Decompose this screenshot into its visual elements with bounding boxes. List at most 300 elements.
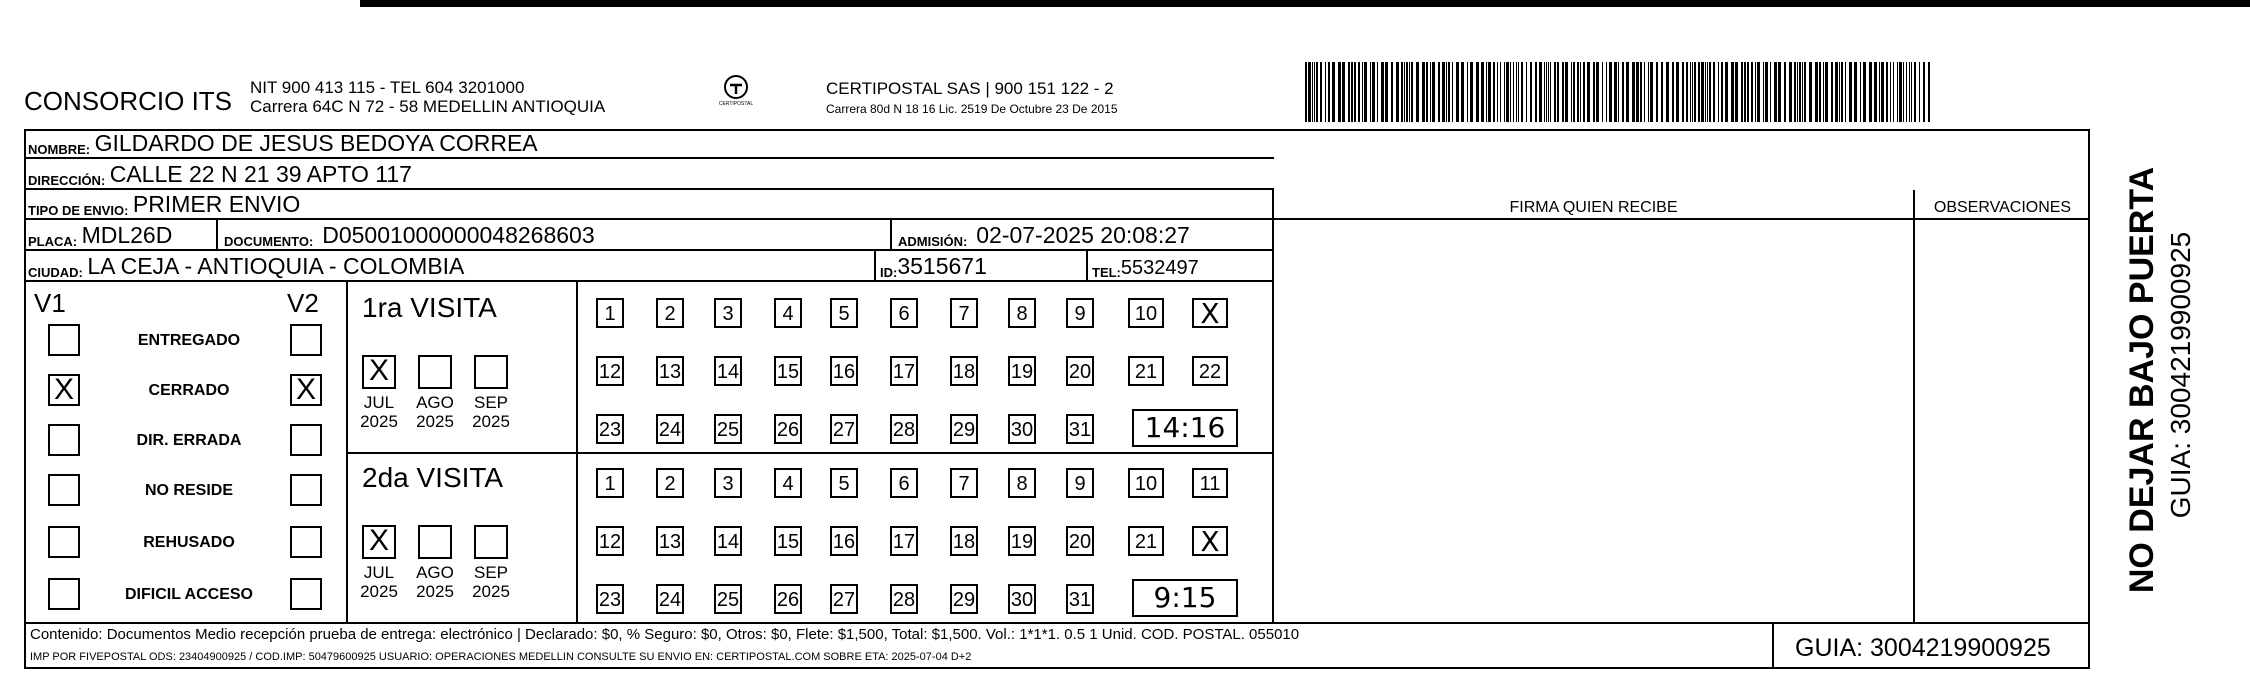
day-box[interactable]: 7 xyxy=(950,298,978,328)
barcode-bar xyxy=(1539,62,1542,122)
barcode-bar xyxy=(1815,62,1818,122)
barcode-bar xyxy=(1426,62,1428,122)
status-label: CERRADO xyxy=(148,382,230,399)
barcode-bar xyxy=(1467,62,1468,122)
status-v2-checkbox[interactable] xyxy=(290,324,322,356)
month-checkbox[interactable] xyxy=(418,525,452,559)
day-box[interactable]: 25 xyxy=(714,584,742,614)
barcode-bar xyxy=(1391,62,1393,122)
plate-divider xyxy=(216,220,218,251)
barcode-bar xyxy=(1338,62,1341,122)
status-label: DIR. ERRADA xyxy=(136,432,242,449)
barcode-bar xyxy=(1874,62,1877,122)
barcode-bar xyxy=(1506,62,1509,122)
barcode-bar xyxy=(1692,62,1693,122)
day-box[interactable]: 1 xyxy=(596,298,624,328)
barcode-bar xyxy=(1644,62,1645,122)
status-v2-checkbox[interactable] xyxy=(290,424,322,456)
barcode-bar xyxy=(1831,62,1833,122)
barcode-bar xyxy=(1409,62,1410,122)
v2-label: V2 xyxy=(287,288,319,318)
barcode-bar xyxy=(1618,62,1619,122)
barcode-bar xyxy=(1404,62,1405,122)
visit-time[interactable]: 9:15 xyxy=(1132,579,1238,617)
barcode-bar xyxy=(1354,62,1356,122)
barcode-bar xyxy=(1316,62,1318,122)
barcode-bar xyxy=(1406,62,1408,122)
day-box[interactable]: 30 xyxy=(1008,584,1036,614)
barcode-bar xyxy=(1763,62,1764,122)
barcode-bar xyxy=(1744,62,1746,122)
barcode-bar xyxy=(1609,62,1612,122)
visit-time[interactable]: 14:16 xyxy=(1132,409,1238,447)
barcode-bar xyxy=(1583,62,1585,122)
day-box[interactable]: 13 xyxy=(656,356,684,386)
barcode-bar xyxy=(1573,62,1575,122)
barcode-bar xyxy=(1845,62,1846,122)
observations-header: OBSERVACIONES xyxy=(1933,199,2072,216)
barcode-bar xyxy=(1476,62,1479,122)
barcode-bar xyxy=(1879,62,1880,122)
tel-label: TEL: xyxy=(1092,265,1121,280)
day-box[interactable]: 29 xyxy=(950,414,978,444)
day-box[interactable]: 30 xyxy=(1008,414,1036,444)
barcode-bar xyxy=(1481,62,1484,122)
month-label: JUL xyxy=(363,563,395,582)
recipient-address: CALLE 22 N 21 39 APTO 117 xyxy=(109,161,412,187)
row-address xyxy=(24,159,1274,190)
barcode-bar xyxy=(1577,62,1579,122)
status-v2-checkbox[interactable] xyxy=(290,474,322,506)
carrier-name: CERTIPOSTAL SAS | 900 151 122 - 2 xyxy=(826,79,1114,98)
top-border xyxy=(360,0,2250,7)
barcode-bar xyxy=(1486,62,1487,122)
month-checkbox[interactable] xyxy=(418,355,452,389)
day-box[interactable]: 22 xyxy=(1192,356,1228,386)
year-label: 2025 xyxy=(416,582,454,601)
barcode-bar xyxy=(1648,62,1649,122)
year-label: 2025 xyxy=(360,582,398,601)
day-box[interactable]: 16 xyxy=(830,526,858,556)
barcode-bar xyxy=(1396,62,1399,122)
barcode-bar xyxy=(1705,62,1706,122)
barcode-bar xyxy=(1860,62,1861,122)
barcode-bar xyxy=(1802,62,1803,122)
barcode-bar xyxy=(1580,62,1581,122)
day-box[interactable]: 5 xyxy=(830,298,858,328)
barcode-bar xyxy=(1909,62,1910,122)
city: LA CEJA - ANTIOQUIA - COLOMBIA xyxy=(87,253,465,279)
barcode-bar xyxy=(1694,62,1696,122)
barcode-bar xyxy=(1548,62,1549,122)
month-checkbox[interactable]: X xyxy=(362,355,396,389)
year-label: 2025 xyxy=(472,582,510,601)
barcode-bar xyxy=(1650,62,1653,122)
status-v2-checkbox[interactable] xyxy=(290,526,322,558)
barcode-bar xyxy=(1709,62,1711,122)
barcode xyxy=(1305,62,1935,122)
month-label: SEP xyxy=(473,393,509,412)
month-checkbox[interactable] xyxy=(474,355,508,389)
day-box[interactable]: 15 xyxy=(774,356,802,386)
barcode-bar xyxy=(1332,62,1335,122)
barcode-bar xyxy=(1513,62,1514,122)
barcode-bar xyxy=(1401,62,1403,122)
visit-separator xyxy=(346,452,1272,454)
visit-title: 1ra VISITA xyxy=(362,292,497,323)
barcode-bar xyxy=(1557,62,1559,122)
day-box[interactable]: 10 xyxy=(1128,298,1164,328)
barcode-bar xyxy=(1488,62,1491,122)
barcode-bar xyxy=(1314,62,1315,122)
day-box[interactable]: 3 xyxy=(714,298,742,328)
day-box[interactable]: 5 xyxy=(830,468,858,498)
day-box[interactable]: 8 xyxy=(1008,468,1036,498)
barcode-bar xyxy=(1890,62,1891,122)
status-v1-checkbox[interactable]: X xyxy=(48,374,80,406)
barcode-bar xyxy=(1881,62,1884,122)
barcode-bar xyxy=(1919,62,1920,122)
day-box[interactable]: 7 xyxy=(950,468,978,498)
barcode-bar xyxy=(1362,62,1363,122)
day-box[interactable]: 3 xyxy=(714,468,742,498)
admission-label: ADMISIÓN: xyxy=(898,234,968,249)
day-box[interactable]: 17 xyxy=(890,526,918,556)
barcode-bar xyxy=(1698,62,1700,122)
barcode-bar xyxy=(1741,62,1743,122)
barcode-bar xyxy=(1312,62,1313,122)
day-box[interactable]: 6 xyxy=(890,298,918,328)
tel-value: 5532497 xyxy=(1120,257,1199,279)
plate-label: PLACA: xyxy=(28,234,78,249)
barcode-bar xyxy=(1500,62,1501,122)
barcode-bar xyxy=(1823,62,1824,122)
day-box[interactable]: 27 xyxy=(830,414,858,444)
day-box[interactable]: 20 xyxy=(1066,356,1094,386)
barcode-bar xyxy=(1521,62,1523,122)
barcode-bar xyxy=(1530,62,1532,122)
status-v1-checkbox[interactable] xyxy=(48,324,80,356)
barcode-bar xyxy=(1342,62,1345,122)
barcode-bar xyxy=(1554,62,1556,122)
barcode-bar xyxy=(1784,62,1786,122)
day-box[interactable]: 10 xyxy=(1128,468,1164,498)
barcode-bar xyxy=(1778,62,1781,122)
status-label: ENTREGADO xyxy=(137,332,241,349)
barcode-bar xyxy=(1797,62,1798,122)
barcode-bar xyxy=(1911,62,1912,122)
barcode-bar xyxy=(1470,62,1473,122)
row-name xyxy=(24,129,1274,159)
barcode-bar xyxy=(1854,62,1857,122)
barcode-bar xyxy=(1672,62,1674,122)
signature-header: FIRMA QUIEN RECIBE xyxy=(1509,199,1678,216)
day-box[interactable]: 18 xyxy=(950,356,978,386)
day-box[interactable]: 9 xyxy=(1066,468,1094,498)
barcode-bar xyxy=(1721,62,1723,122)
barcode-bar xyxy=(1863,62,1866,122)
day-box[interactable]: 19 xyxy=(1008,356,1036,386)
day-box[interactable]: 24 xyxy=(656,584,684,614)
barcode-bar xyxy=(1565,62,1568,122)
status-v2-checkbox[interactable] xyxy=(290,578,322,610)
certipostal-logo-icon xyxy=(723,74,749,100)
barcode-bar xyxy=(1358,62,1360,122)
day-marked-box[interactable]: X xyxy=(1192,298,1228,328)
barcode-bar xyxy=(1774,62,1777,122)
visit-title: 2da VISITA xyxy=(362,462,504,493)
id-field xyxy=(880,255,987,280)
ship-type-label: TIPO DE ENVIO: xyxy=(28,203,129,218)
barcode-bar xyxy=(1593,62,1595,122)
city-label: CIUDAD: xyxy=(28,265,83,280)
barcode-bar xyxy=(1725,62,1728,122)
footer-separator xyxy=(24,622,2090,624)
carrier-logo xyxy=(712,74,760,122)
day-box[interactable]: 15 xyxy=(774,526,802,556)
barcode-bar xyxy=(1325,62,1326,122)
barcode-bar xyxy=(1385,62,1388,122)
barcode-bar xyxy=(1510,62,1511,122)
barcode-bar xyxy=(1516,62,1517,122)
day-box[interactable]: 17 xyxy=(890,356,918,386)
barcode-bar xyxy=(1381,62,1384,122)
admission-field xyxy=(898,224,1190,249)
barcode-bar xyxy=(1682,62,1684,122)
barcode-bar xyxy=(1923,62,1925,122)
day-box[interactable]: 2 xyxy=(656,468,684,498)
barcode-bar xyxy=(1794,62,1796,122)
barcode-bar xyxy=(1869,62,1872,122)
document: D05001000000048268603 xyxy=(322,222,595,248)
barcode-bar xyxy=(1676,62,1679,122)
day-box[interactable]: 21 xyxy=(1128,526,1164,556)
day-box[interactable]: 12 xyxy=(596,526,624,556)
barcode-bar xyxy=(1656,62,1658,122)
barcode-bar xyxy=(1348,62,1350,122)
barcode-bar xyxy=(1372,62,1375,122)
day-box[interactable]: 16 xyxy=(830,356,858,386)
barcode-bar xyxy=(1914,62,1916,122)
name-label: NOMBRE: xyxy=(28,142,91,157)
day-box[interactable]: 1 xyxy=(596,468,624,498)
month-label: AGO xyxy=(416,563,454,582)
barcode-bar xyxy=(1526,62,1527,122)
day-box[interactable]: 21 xyxy=(1128,356,1164,386)
id-value: 3515671 xyxy=(897,253,987,279)
month-checkbox[interactable] xyxy=(474,525,508,559)
barcode-bar xyxy=(1452,62,1453,122)
barcode-bar xyxy=(1626,62,1629,122)
barcode-bar xyxy=(1446,62,1447,122)
status-label: NO RESIDE xyxy=(144,482,233,499)
barcode-bar xyxy=(1804,62,1806,122)
day-box[interactable]: 4 xyxy=(774,298,802,328)
day-box[interactable]: 28 xyxy=(890,414,918,444)
barcode-bar xyxy=(1377,62,1378,122)
footer-content: Contenido: Documentos Medio recepción prueba de entrega: electrónico | Declarado: $0, % Seguro: $0, Otros: $0, Flete: $1,500, Total: $1,500. Vol.: 1*1*1. 0.5 1 Unid. COD. POSTAL. 055010 xyxy=(30,626,1300,643)
barcode-bar xyxy=(1819,62,1821,122)
barcode-bar xyxy=(1305,62,1307,122)
barcode-bar xyxy=(1770,62,1771,122)
day-box[interactable]: 6 xyxy=(890,468,918,498)
admission-divider xyxy=(890,220,892,251)
day-box[interactable]: 19 xyxy=(1008,526,1036,556)
status-v1-checkbox[interactable] xyxy=(48,474,80,506)
id-divider xyxy=(874,251,876,282)
side-guia: GUIA: 3004219900925 xyxy=(2165,231,2196,519)
barcode-bar xyxy=(1550,62,1551,122)
day-box[interactable]: 31 xyxy=(1066,414,1094,444)
year-label: 2025 xyxy=(360,412,398,431)
day-box[interactable]: 11 xyxy=(1192,468,1228,498)
day-box[interactable]: 23 xyxy=(596,584,624,614)
barcode-bar xyxy=(1632,62,1635,122)
barcode-bar xyxy=(1765,62,1768,122)
day-box[interactable]: 14 xyxy=(714,526,742,556)
barcode-bar xyxy=(1546,62,1547,122)
barcode-bar xyxy=(1497,62,1498,122)
barcode-bar xyxy=(1448,62,1450,122)
month-label: AGO xyxy=(416,393,454,412)
barcode-bar xyxy=(1456,62,1459,122)
status-label: DIFICIL ACCESO xyxy=(124,586,253,603)
barcode-bar xyxy=(1602,62,1603,122)
sender-nit: NIT 900 413 115 - TEL 604 3201000 xyxy=(250,78,525,97)
day-box[interactable]: 23 xyxy=(596,414,624,444)
barcode-bar xyxy=(1839,62,1840,122)
barcode-bar xyxy=(1614,62,1617,122)
day-box[interactable]: 9 xyxy=(1066,298,1094,328)
barcode-bar xyxy=(1442,62,1445,122)
status-label: REHUSADO xyxy=(143,534,235,551)
barcode-bar xyxy=(1809,62,1812,122)
barcode-bar xyxy=(1411,62,1413,122)
barcode-bar xyxy=(1690,62,1691,122)
status-v1-checkbox[interactable] xyxy=(48,526,80,558)
status-v2-checkbox[interactable]: X xyxy=(290,374,322,406)
barcode-bar xyxy=(1928,62,1930,122)
day-box[interactable]: 13 xyxy=(656,526,684,556)
signature-column-border xyxy=(1272,190,1274,622)
barcode-bar xyxy=(1899,62,1902,122)
status-v1-checkbox[interactable] xyxy=(48,424,80,456)
day-box[interactable]: 4 xyxy=(774,468,802,498)
side-warning: NO DEJAR BAJO PUERTA xyxy=(2123,166,2161,594)
month-checkbox[interactable]: X xyxy=(362,525,396,559)
footer-guia: GUIA: 3004219900925 xyxy=(1795,634,2051,662)
barcode-bar xyxy=(1587,62,1590,122)
barcode-bar xyxy=(1686,62,1688,122)
day-box[interactable]: 26 xyxy=(774,414,802,444)
barcode-bar xyxy=(1596,62,1599,122)
barcode-bar xyxy=(1886,62,1888,122)
barcode-bar xyxy=(1432,62,1435,122)
barcode-bar xyxy=(1364,62,1367,122)
sender-address: Carrera 64C N 72 - 58 MEDELLIN ANTIOQUIA xyxy=(250,97,606,116)
barcode-bar xyxy=(1841,62,1843,122)
barcode-bar xyxy=(1849,62,1852,122)
day-box[interactable]: 24 xyxy=(656,414,684,444)
barcode-bar xyxy=(1897,62,1898,122)
barcode-bar xyxy=(1713,62,1715,122)
barcode-bar xyxy=(1328,62,1330,122)
tel-field xyxy=(1092,255,1199,280)
year-label: 2025 xyxy=(472,412,510,431)
tel-divider xyxy=(1086,251,1088,282)
barcode-bar xyxy=(1906,62,1907,122)
day-box[interactable]: 18 xyxy=(950,526,978,556)
day-box[interactable]: 25 xyxy=(714,414,742,444)
carrier-logo-text: CERTIPOSTAL xyxy=(718,101,754,107)
barcode-bar xyxy=(1571,62,1572,122)
day-box[interactable]: 29 xyxy=(950,584,978,614)
barcode-bar xyxy=(1718,62,1719,122)
carrier-license: Carrera 80d N 18 16 Lic. 2519 De Octubre 23 De 2015 xyxy=(826,102,1118,116)
barcode-bar xyxy=(1903,62,1904,122)
day-box[interactable]: 2 xyxy=(656,298,684,328)
barcode-bar xyxy=(1640,62,1642,122)
document-field xyxy=(224,224,595,249)
day-box[interactable]: 27 xyxy=(830,584,858,614)
barcode-bar xyxy=(1735,62,1738,122)
barcode-bar xyxy=(1370,62,1371,122)
barcode-bar xyxy=(1493,62,1495,122)
plate: MDL26D xyxy=(81,222,173,248)
barcode-bar xyxy=(1544,62,1545,122)
sender-name: CONSORCIO ITS xyxy=(24,86,233,116)
v1-label: V1 xyxy=(34,288,66,318)
barcode-bar xyxy=(1747,62,1749,122)
day-marked-box[interactable]: X xyxy=(1192,526,1228,556)
id-label: ID: xyxy=(880,265,898,280)
barcode-bar xyxy=(1430,62,1431,122)
barcode-bar xyxy=(1731,62,1734,122)
recipient-name: GILDARDO DE JESUS BEDOYA CORREA xyxy=(94,130,538,156)
barcode-bar xyxy=(1707,62,1708,122)
day-box[interactable]: 14 xyxy=(714,356,742,386)
day-box[interactable]: 28 xyxy=(890,584,918,614)
barcode-bar xyxy=(1308,62,1311,122)
month-label: SEP xyxy=(473,563,509,582)
ship-type: PRIMER ENVIO xyxy=(132,191,301,217)
barcode-bar xyxy=(1666,62,1669,122)
status-v1-checkbox[interactable] xyxy=(48,578,80,610)
footer-imp: IMP POR FIVEPOSTAL ODS: 23404900925 / COD.IMP: 50479600925 USUARIO: OPERACIONES MEDELLIN CONSULTE SU ENVIO EN: CERTIPOSTAL.COM SOBRE ETA: 2025-07-04 D+2 xyxy=(30,651,972,663)
barcode-bar xyxy=(1320,62,1322,122)
day-box[interactable]: 31 xyxy=(1066,584,1094,614)
day-box[interactable]: 12 xyxy=(596,356,624,386)
day-box[interactable]: 8 xyxy=(1008,298,1036,328)
barcode-bar xyxy=(1701,62,1704,122)
barcode-bar xyxy=(1461,62,1464,122)
address-label: DIRECCIÓN: xyxy=(28,173,106,188)
barcode-bar xyxy=(1438,62,1440,122)
barcode-bar xyxy=(1622,62,1624,122)
footer-guia-divider xyxy=(1772,622,1774,669)
barcode-bar xyxy=(1636,62,1639,122)
barcode-bar xyxy=(1893,62,1894,122)
day-box[interactable]: 20 xyxy=(1066,526,1094,556)
barcode-bar xyxy=(1799,62,1801,122)
barcode-bar xyxy=(1757,62,1760,122)
barcode-bar xyxy=(1825,62,1828,122)
barcode-bar xyxy=(1518,62,1519,122)
barcode-bar xyxy=(1835,62,1838,122)
day-box[interactable]: 26 xyxy=(774,584,802,614)
barcode-bar xyxy=(1751,62,1753,122)
admission: 02-07-2025 20:08:27 xyxy=(976,222,1190,248)
